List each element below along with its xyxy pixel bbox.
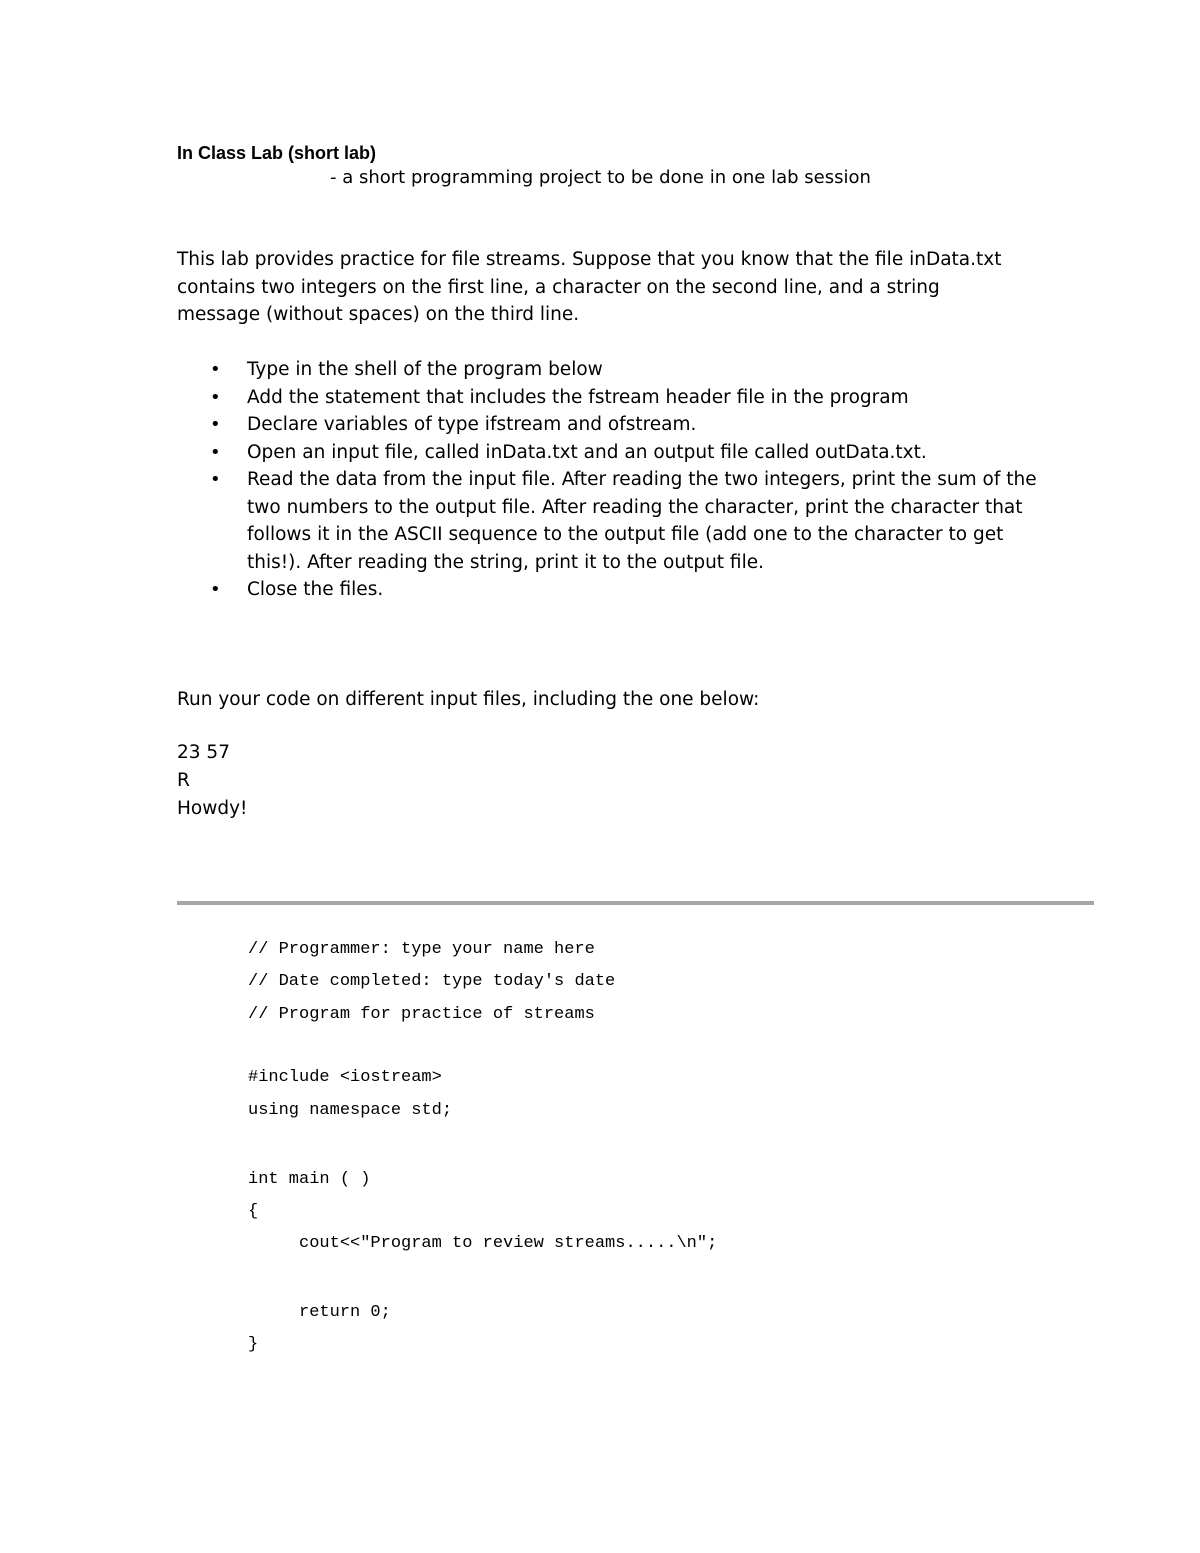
list-item	[177, 356, 1047, 384]
sample-input-line: 23 57	[177, 742, 230, 763]
step-text: Read the data from the input file. After reading the two integers, print the sum of the two numbers to the output file. After reading the character, print the character that follows it in the ASCII sequence to the output file (add one to the character to get this!). After reading the string, print it to the output file.	[247, 469, 1037, 573]
lab-title: In Class Lab (short lab)	[177, 143, 377, 163]
intro-paragraph: This lab provides practice for file streams. Suppose that you know that the file inData.txt contains two integers on the first line, a character on the second line, and a string message (without spaces) on the third line.	[177, 249, 1002, 325]
code-line: #include <iostream>	[248, 1068, 442, 1087]
list-item	[177, 439, 1047, 467]
list-item	[177, 411, 1047, 439]
sample-input-block	[177, 739, 247, 823]
bullet-icon: •	[210, 386, 221, 408]
bullet-icon: •	[210, 414, 221, 435]
step-text: Declare variables of type ifstream and ofstream.	[247, 414, 697, 435]
list-item	[177, 466, 1047, 576]
step-text: Open an input file, called inData.txt and an output file called outData.txt.	[247, 441, 927, 463]
code-line: // Date completed: type today's date	[248, 972, 616, 991]
step-text: Add the statement that includes the fstream header file in the program	[247, 386, 909, 408]
lab-subtitle: - a short programming project to be done in one lab session	[330, 167, 871, 188]
instruction-list	[177, 356, 1047, 604]
code-line: return 0;	[248, 1303, 391, 1322]
code-line: cout<<"Program to review streams.....\n";	[248, 1234, 718, 1253]
sample-input-line: R	[177, 770, 190, 791]
bullet-icon: •	[210, 441, 221, 463]
bullet-icon: •	[210, 359, 221, 380]
code-line: // Program for practice of streams	[248, 1005, 595, 1024]
step-text: Close the files.	[247, 579, 384, 600]
bullet-icon: •	[210, 469, 221, 490]
code-line: int main ( )	[248, 1170, 371, 1189]
list-item	[177, 576, 1047, 604]
run-instructions: Run your code on different input files, including the one below:	[177, 689, 760, 710]
sample-input-line: Howdy!	[177, 798, 248, 819]
bullet-icon: •	[210, 579, 221, 600]
list-item	[177, 384, 1047, 412]
code-line: }	[248, 1335, 259, 1354]
code-line: // Programmer: type your name here	[248, 940, 595, 959]
code-line: {	[248, 1202, 259, 1221]
section-divider	[177, 901, 1094, 905]
step-text: Type in the shell of the program below	[247, 359, 603, 380]
code-line: using namespace std;	[248, 1101, 453, 1120]
